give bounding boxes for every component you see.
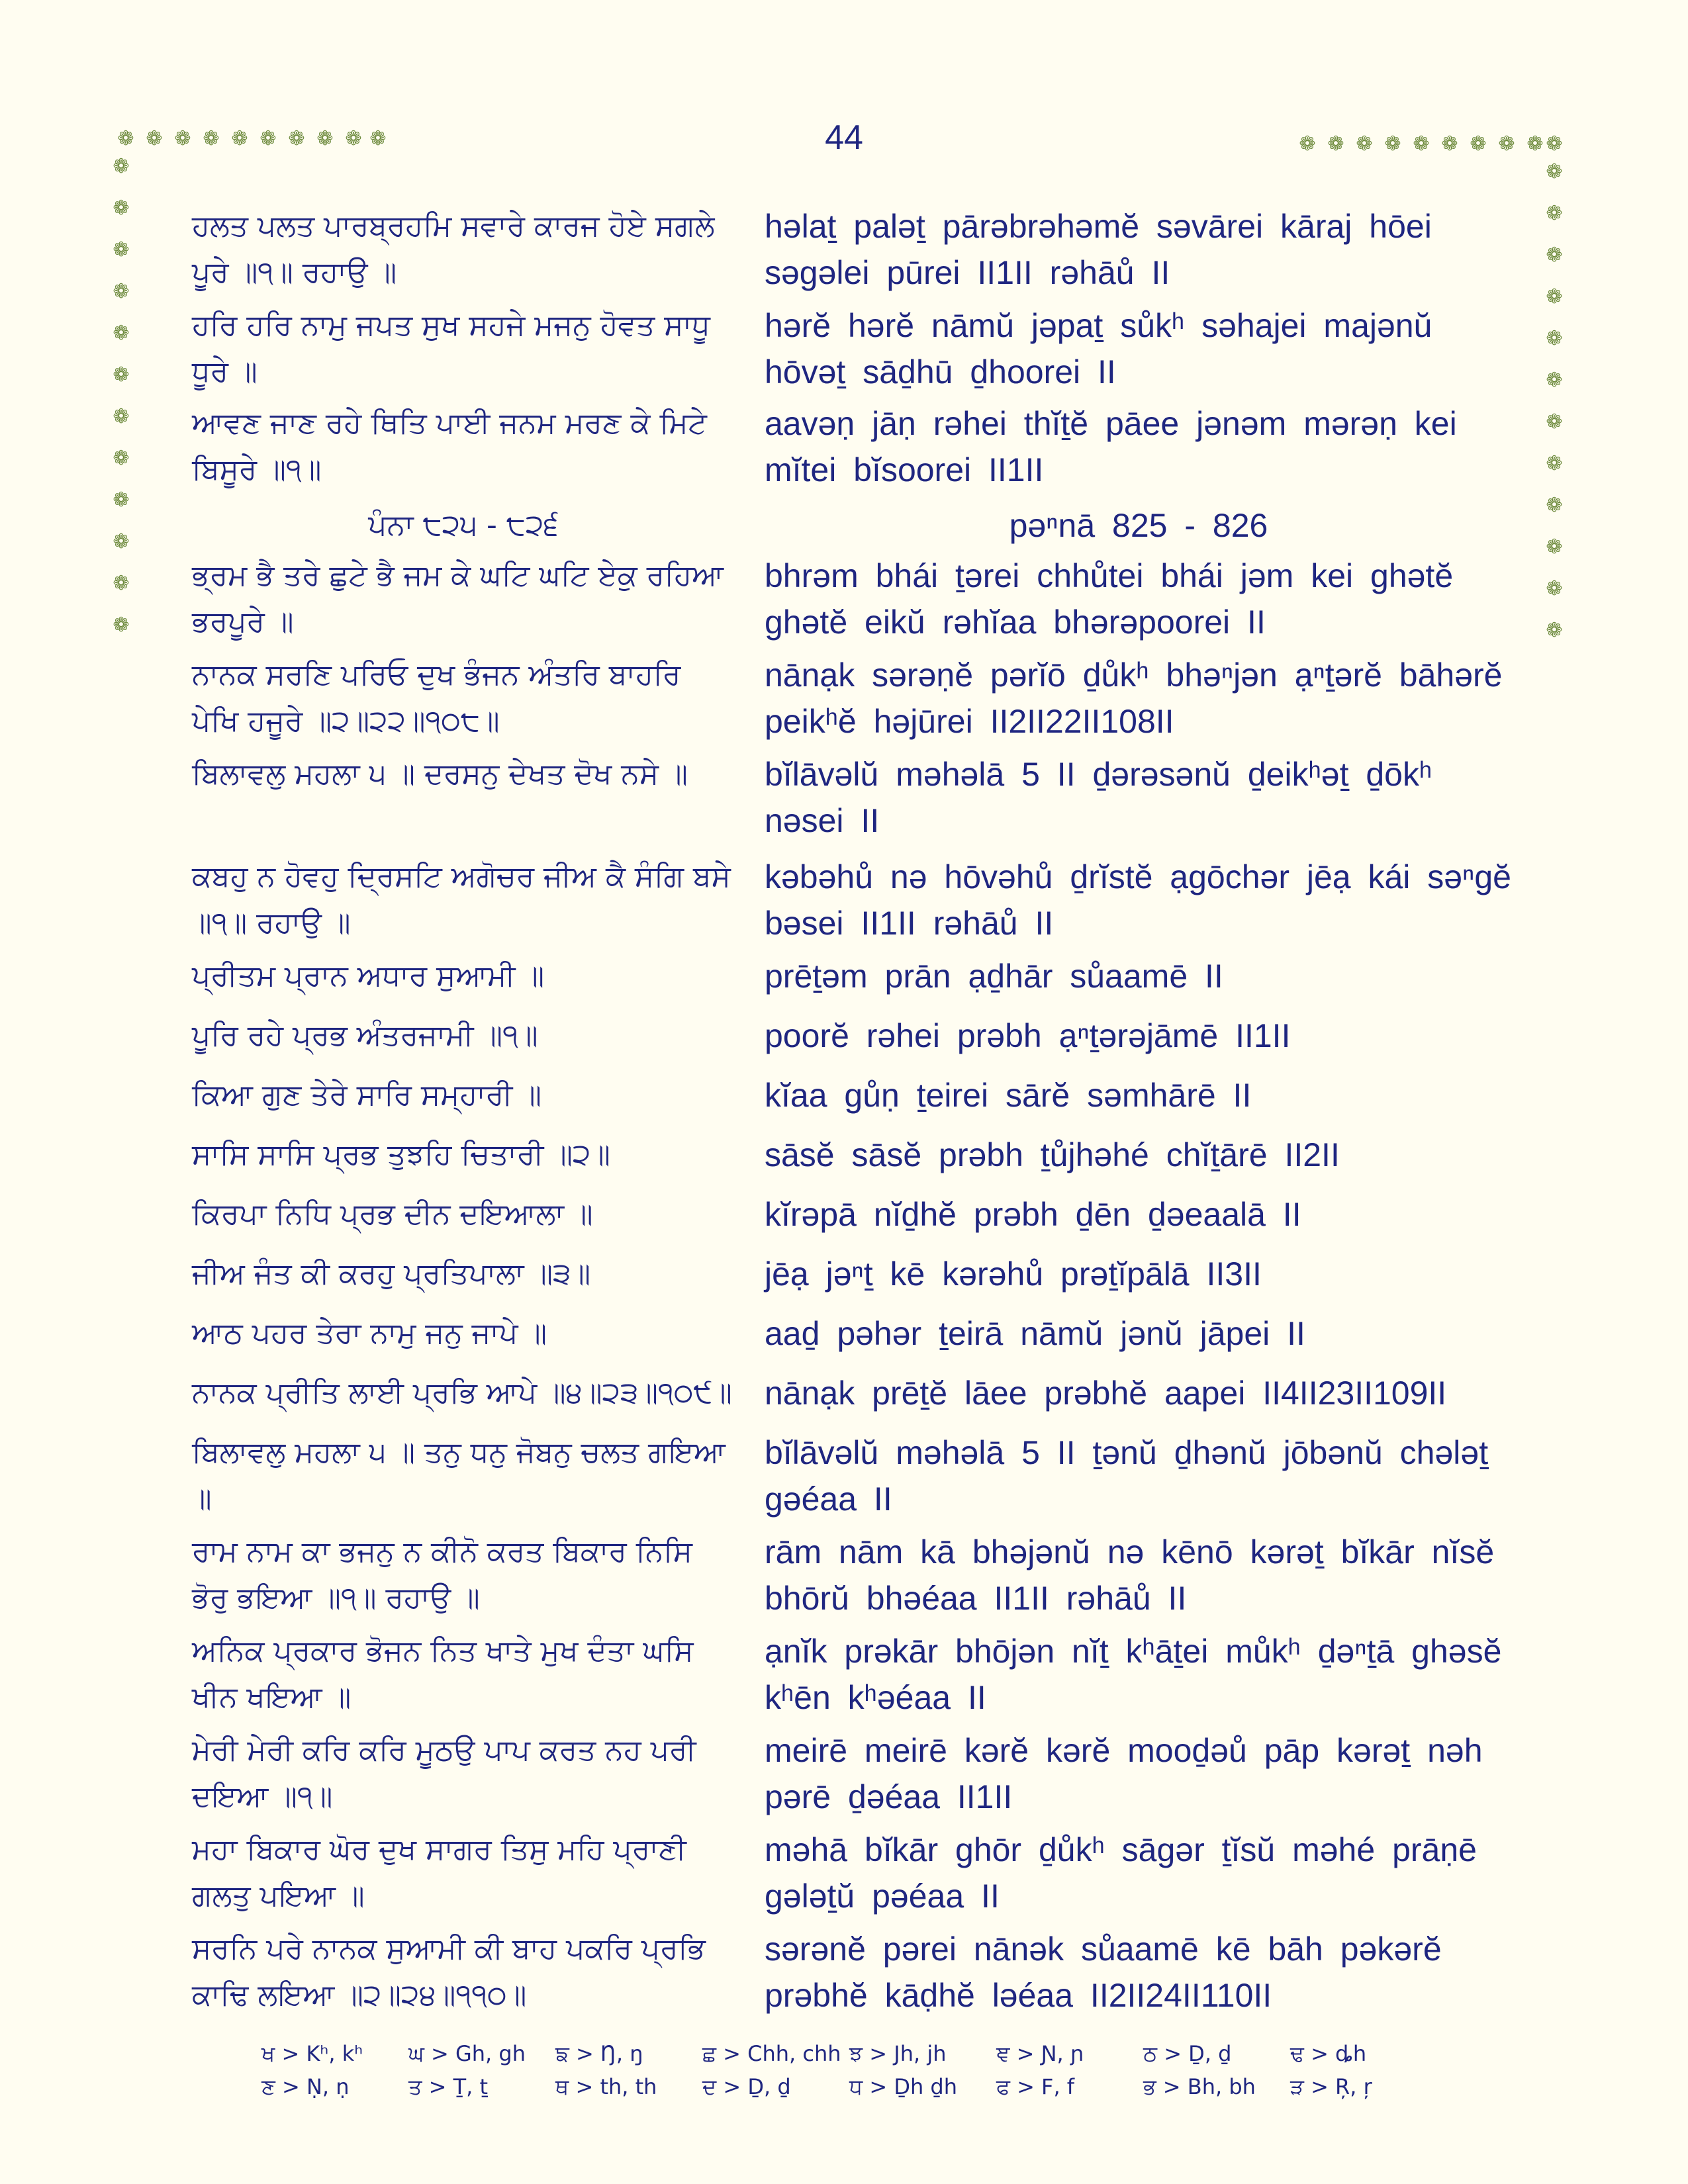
flower-ornament-icon: ❁	[113, 614, 130, 636]
page-number: 44	[825, 118, 863, 157]
legend-item: ੜ > Ŗ, ŗ	[1290, 2074, 1372, 2099]
legend-item: ਞ > Ɲ, ɲ	[996, 2041, 1084, 2066]
flower-ornament-icon: ❁	[113, 156, 130, 177]
flower-ornament-icon: ❁	[113, 281, 130, 302]
flower-ornament-icon: ❁	[113, 197, 130, 219]
gurmukhi-text: ਆਠ ਪਹਰ ਤੇਰਾ ਨਾਮੁ ਜਨੁ ਜਾਪੇ ॥	[192, 1316, 547, 1350]
flower-ornament-icon: ❁	[1546, 161, 1563, 183]
gurmukhi-text: ਮੇਰੀ ਮੇਰੀ ਕਰਿ ਕਰਿ ਮੂਠਉ ਪਾਪ ਕਰਤ ਨਹ ਪਰੀ ਦਇਆ ॥੧॥	[192, 1733, 696, 1813]
flower-ornament-icon: ❁	[113, 572, 130, 594]
gurmukhi-text: ਹਰਿ ਹਰਿ ਨਾਮੁ ਜਪਤ ਸੁਖ ਸਹਜੇ ਮਜਨੁ ਹੋਵਤ ਸਾਧੂ ਧੂਰੇ ॥	[192, 308, 710, 388]
flower-ornament-icon: ❁	[1546, 203, 1563, 224]
gurmukhi-text: ਸਰਨਿ ਪਰੇ ਨਾਨਕ ਸੁਆਮੀ ਕੀ ਬਾਹ ਪਕਰਿ ਪ੍ਰਭਿ ਕਾਢਿ ਲਇਆ ॥੨॥੨੪॥੧੧੦॥	[192, 1932, 706, 2012]
flower-ornament-icon: ❁	[369, 128, 387, 150]
flower-ornament-icon: ❁	[1546, 369, 1563, 391]
gurmukhi-text: ਪੂਰਿ ਰਹੇ ਪ੍ਰਭ ਅੰਤਰਜਾਮੀ ॥੧॥	[192, 1019, 538, 1052]
transliteration-text: prēṯəm prān ạḏhār sůaamē II	[765, 958, 1223, 995]
flower-ornament-icon: ❁	[174, 128, 191, 150]
legend-item: ਖ > Kʰ, kʰ	[261, 2041, 363, 2066]
legend-item: ਝ > Jh, jh	[849, 2041, 947, 2066]
flower-ornament-icon: ❁	[1470, 133, 1487, 155]
legend-item: ਣ > Ṇ, ṇ	[261, 2074, 350, 2099]
flower-ornament-icon: ❁	[203, 128, 220, 150]
legend-item: ਥ > th, th	[555, 2074, 657, 2099]
gurmukhi-text: ਹਲਤ ਪਲਤ ਪਾਰਬ੍ਰਹਮਿ ਸਵਾਰੇ ਕਾਰਜ ਹੋਏ ਸਗਲੇ ਪੂਰੇ ॥੧॥ ਰਹਾਉ ॥	[192, 209, 715, 289]
transliteration-text: məhā bĭkār ghōr ḏůkʰ sāgər ṯĭsŭ məhé prāṇē gələṯŭ pəéaa II	[765, 1831, 1477, 1915]
flower-ornament-icon: ❁	[1546, 244, 1563, 266]
flower-ornament-icon: ❁	[1526, 133, 1544, 155]
transliteration-text: jēạ jəⁿṯ kē kərəhů prəṯĭpālā II3II	[765, 1255, 1262, 1293]
transliteration-text: meirē meirē kərĕ kərĕ mooḏəů pāp kərəṯ nəh pərē ḏəéaa II1II	[765, 1732, 1483, 1815]
gurmukhi-text: ਬਿਲਾਵਲੁ ਮਹਲਾ ੫ ॥ ਤਨੁ ਧਨੁ ਜੋਬਨੁ ਚਲਤ ਗਇਆ ॥	[192, 1435, 726, 1516]
gurmukhi-text: ਅਨਿਕ ਪ੍ਰਕਾਰ ਭੋਜਨ ਨਿਤ ਖਾਤੇ ਮੁਖ ਦੰਤਾ ਘਸਿ ਖੀਨ ਖਇਆ ॥	[192, 1634, 694, 1714]
flower-ornament-icon: ❁	[1546, 133, 1563, 155]
legend-item: ਙ > Ŋ, ŋ	[555, 2041, 643, 2066]
transliteration-text: bĭlāvəlŭ məhəlā 5 II ṯənŭ ḏhənŭ jōbənŭ chələṯ gəéaa II	[765, 1434, 1489, 1518]
gurmukhi-text: ਪੰਨਾ ੮੨੫ - ੮੨੬	[368, 508, 559, 542]
flower-ornament-icon: ❁	[1356, 133, 1373, 155]
gurmukhi-text: ਜੀਅ ਜੰਤ ਕੀ ਕਰਹੁ ਪ੍ਰਤਿਪਾਲਾ ॥੩॥	[192, 1257, 591, 1291]
legend-row	[261, 2071, 1453, 2102]
transliteration-text: pəⁿnā 825 - 826	[1009, 507, 1268, 544]
gurmukhi-text: ਕਿਰਪਾ ਨਿਧਿ ਪ੍ਰਭ ਦੀਨ ਦਇਆਲਾ ॥	[192, 1197, 593, 1231]
legend-item: ਤ > Ṯ, ṯ	[408, 2074, 489, 2099]
gurmukhi-text: ਕਿਆ ਗੁਣ ਤੇਰੇ ਸਾਰਿ ਸਮ੍ਹਾਰੀ ॥	[192, 1078, 542, 1112]
transliteration-text: poorĕ rəhei prəbh ạⁿṯərəjāmē II1II	[765, 1017, 1291, 1054]
flower-ornament-icon: ❁	[1546, 619, 1563, 641]
transliteration-text: hərĕ hərĕ nāmŭ jəpaṯ sůkʰ səhajei majənŭ hōvəṯ sāḏhū ḏhoorei II	[765, 307, 1432, 390]
legend-item: ਘ > Gh, gh	[408, 2041, 526, 2066]
flower-ornament-icon: ❁	[146, 128, 163, 150]
transliteration-text: aavəṇ jāṇ rəhei thĭṯĕ pāee jənəm mərəṇ kei mĭtei bĭsoorei II1II	[765, 405, 1457, 488]
flower-ornament-icon: ❁	[1413, 133, 1430, 155]
gurmukhi-text: ਨਾਨਕ ਪ੍ਰੀਤਿ ਲਾਈ ਪ੍ਰਭਿ ਆਪੇ ॥੪॥੨੩॥੧੦੯॥	[192, 1376, 732, 1410]
transliteration-text: bhrəm bhái ṯərei chhůtei bhái jəm kei ghətĕ ghətĕ eikŭ rəhĭaa bhərəpoorei II	[765, 557, 1454, 641]
gurmukhi-text: ਬਿਲਾਵਲੁ ਮਹਲਾ ੫ ॥ ਦਰਸਨੁ ਦੇਖਤ ਦੋਖ ਨਸੇ ॥	[192, 757, 688, 791]
flower-ornament-icon: ❁	[231, 128, 248, 150]
transliteration-text: nānạk sərəṇĕ pərĭō ḏůkʰ bhəⁿjən ạⁿṯərĕ bāhərĕ peikʰĕ həjūrei II2II22II108II	[765, 657, 1503, 740]
transliteration-text: kĭaa gůṇ ṯeirei sārĕ səmhārē II	[765, 1077, 1252, 1114]
gurmukhi-text: ਪ੍ਰੀਤਮ ਪ੍ਰਾਨ ਅਧਾਰ ਸੁਆਮੀ ॥	[192, 959, 545, 993]
gurmukhi-text: ਨਾਨਕ ਸਰਣਿ ਪਰਿਓ ਦੁਖ ਭੰਜਨ ਅੰਤਰਿ ਬਾਹਰਿ ਪੇਖਿ ਹਜੂਰੇ ॥੨॥੨੨॥੧੦੮॥	[192, 658, 681, 738]
transliteration-text: ạnĭk prəkār bhōjən nĭṯ kʰāṯei můkʰ ḏəⁿṯā ghəsĕ kʰēn kʰəéaa II	[765, 1633, 1502, 1716]
flower-ornament-icon: ❁	[316, 128, 334, 150]
legend-row	[261, 2038, 1453, 2069]
flower-ornament-icon: ❁	[113, 239, 130, 261]
transliteration-text: kəbəhů nə hōvəhů ḏrĭstĕ ạgōchər jēạ kái səⁿgĕ bəsei II1II rəhāů II	[765, 858, 1511, 942]
flower-ornament-icon: ❁	[1327, 133, 1344, 155]
transliteration-text: kĭrəpā nĭḏhĕ prəbh ḏēn ḏəeaalā II	[765, 1196, 1301, 1233]
gurmukhi-text: ਰਾਮ ਨਾਮ ਕਾ ਭਜਨੁ ਨ ਕੀਨੋ ਕਰਤ ਬਿਕਾਰ ਨਿਸਿ ਭੋਰੁ ਭਇਆ ॥੧॥ ਰਹਾਉ ॥	[192, 1535, 692, 1615]
transliteration-text: həlaṯ paləṯ pārəbrəhəmĕ səvārei kāraj hōei səgəlei pūrei II1II rəhāů II	[765, 208, 1432, 291]
flower-ornament-icon: ❁	[113, 322, 130, 344]
flower-ornament-icon: ❁	[1546, 453, 1563, 475]
flower-ornament-icon: ❁	[1498, 133, 1515, 155]
flower-ornament-icon: ❁	[117, 128, 134, 150]
flower-ornament-icon: ❁	[1546, 536, 1563, 558]
flower-ornament-icon: ❁	[1546, 494, 1563, 516]
flower-ornament-icon: ❁	[1299, 133, 1316, 155]
legend-item: ਧ > Ḏh ḏh	[849, 2074, 958, 2099]
flower-ornament-icon: ❁	[288, 128, 305, 150]
legend-item: ਭ > Bh, bh	[1143, 2074, 1256, 2099]
gurmukhi-text: ਭ੍ਰਮ ਭੈ ਤਰੇ ਛੁਟੇ ਭੈ ਜਮ ਕੇ ਘਟਿ ਘਟਿ ਏਕੁ ਰਹਿਆ ਭਰਪੂਰੇ ॥	[192, 559, 724, 639]
transliteration-text: sāsĕ sāsĕ prəbh ṯůjhəhé chĭṯārē II2II	[765, 1136, 1340, 1173]
transliteration-text: aaḏ pəhər ṯeirā nāmŭ jənŭ jāpei II	[765, 1315, 1305, 1352]
flower-ornament-icon: ❁	[1546, 578, 1563, 600]
gurmukhi-text: ਕਬਹੁ ਨ ਹੋਵਹੁ ਦ੍ਰਿਸਟਿ ਅਗੋਚਰ ਜੀਅ ਕੈ ਸੰਗਿ ਬਸੇ ॥੧॥ ਰਹਾਉ ॥	[192, 860, 731, 940]
flower-ornament-icon: ❁	[1546, 328, 1563, 349]
legend-item: ਢ > ȡh	[1290, 2041, 1367, 2066]
flower-ornament-icon: ❁	[113, 364, 130, 386]
gurmukhi-text: ਸਾਸਿ ਸਾਸਿ ਪ੍ਰਭ ਤੁਝਹਿ ਚਿਤਾਰੀ ॥੨॥	[192, 1138, 611, 1171]
flower-ornament-icon: ❁	[1546, 286, 1563, 308]
flower-ornament-icon: ❁	[1546, 411, 1563, 433]
flower-ornament-icon: ❁	[113, 531, 130, 553]
transliteration-text: nānạk prēṯĕ lāee prəbhĕ aapei II4II23II109II	[765, 1375, 1447, 1412]
legend-item: ਛ > Chh, chh	[702, 2041, 841, 2066]
legend-item: ਦ > Ḏ, ḏ	[702, 2074, 791, 2099]
transliteration-text: rām nām kā bhəjənŭ nə kēnō kərəṯ bĭkār nĭsĕ bhōrŭ bhəéaa II1II rəhāů II	[765, 1533, 1495, 1617]
flower-ornament-icon: ❁	[259, 128, 277, 150]
flower-ornament-icon: ❁	[113, 489, 130, 511]
transliteration-text: bĭlāvəlŭ məhəlā 5 II ḏərəsənŭ ḏeikʰəṯ ḏōkʰ nəsei II	[765, 756, 1432, 839]
gurmukhi-text: ਮਹਾ ਬਿਕਾਰ ਘੋਰ ਦੁਖ ਸਾਗਰ ਤਿਸੁ ਮਹਿ ਪ੍ਰਾਣੀ ਗਲਤੁ ਪਇਆ ॥	[192, 1833, 686, 1913]
flower-ornament-icon: ❁	[1384, 133, 1401, 155]
transliteration-text: sərənĕ pərei nānək sůaamē kē bāh pəkərĕ prəbhĕ kāḍhĕ ləéaa II2II24II110II	[765, 1931, 1442, 2014]
flower-ornament-icon: ❁	[1441, 133, 1458, 155]
flower-ornament-icon: ❁	[113, 406, 130, 428]
gurmukhi-text: ਆਵਣ ਜਾਣ ਰਹੇ ਥਿਤਿ ਪਾਈ ਜਨਮ ਮਰਣ ਕੇ ਮਿਟੇ ਬਿਸੂਰੇ ॥੧॥	[192, 406, 707, 486]
flower-ornament-icon: ❁	[345, 128, 362, 150]
legend-item: ਠ > Ḏ, ḏ	[1143, 2041, 1232, 2066]
legend-item: ਫ > F, f	[996, 2074, 1075, 2099]
flower-ornament-icon: ❁	[113, 447, 130, 469]
